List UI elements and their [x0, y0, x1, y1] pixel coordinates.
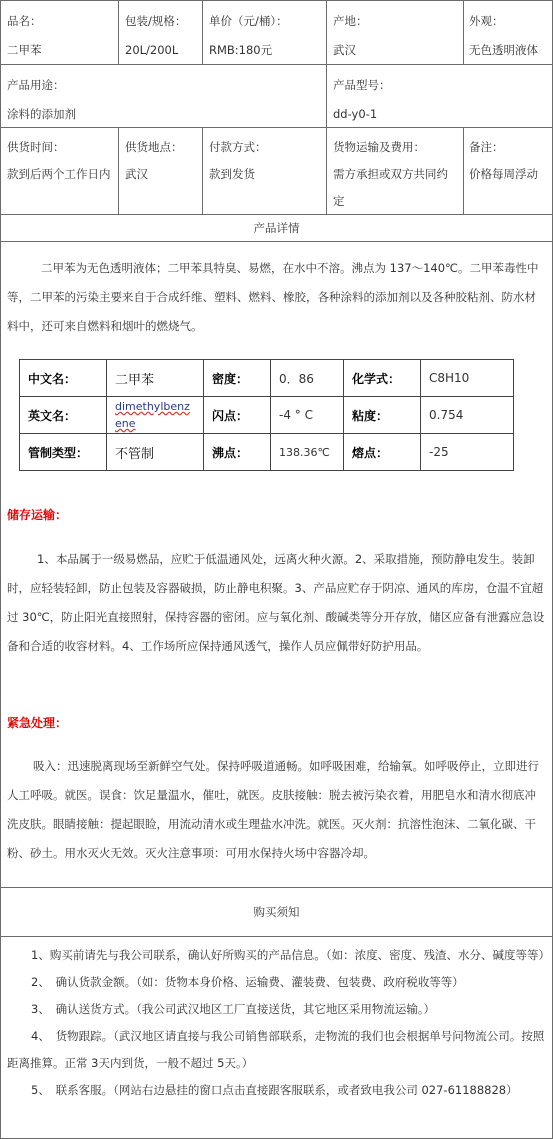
package-value: 20L/200L	[125, 43, 179, 57]
info-row-basic	[1, 1, 552, 65]
payment-value: 款到发货	[209, 167, 255, 181]
intro-paragraph: 二甲苯为无色透明液体；二甲苯具特臭、易燃，在水中不溶。沸点为 137～140℃。二甲苯毒性中等，二甲苯的污染主要来自于合成纤维、塑料、燃料、橡胶，各种涂料的添加剂以及各种胶粘剂、防水材料中，还可来自燃料和烟叶的燃烧气。	[7, 261, 539, 333]
flash-value: -4 ° C	[271, 397, 344, 434]
appearance-value: 无色透明液体	[469, 43, 538, 57]
spec-table	[19, 359, 514, 471]
payment-cell	[203, 128, 327, 214]
emergency-paragraph: 吸入：迅速脱离现场至新鲜空气处。保持呼吸道通畅。如呼吸困难，给输氧。如呼吸停止，立即进行人工呼吸。就医。误食：饮足量温水，催吐，就医。皮肤接触：脱去被污染衣着，用肥皂水和清水彻底冲洗皮肤。眼睛接触：提起眼睑，用流动清水或生理盐水冲洗。就医。灭火剂：抗溶性泡沫、二氧化碳、干粉、砂土。用水灭火无效。灭火注意事项：可用水保持火场中容器冷却。	[7, 759, 539, 860]
name-value: 二甲苯	[7, 43, 42, 57]
shipping-label: 货物运输及费用：	[333, 140, 425, 154]
price-label: 单价（元/桶）：	[209, 14, 288, 28]
control-label: 管制类型：	[20, 434, 107, 471]
emergency-title: 紧急处理：	[7, 716, 68, 730]
payment-label: 付款方式：	[209, 140, 267, 154]
storage-title: 储存运输：	[7, 508, 68, 522]
appearance-label: 外观：	[469, 14, 504, 28]
usage-cell	[1, 65, 327, 127]
supply-time-label: 供货时间：	[7, 140, 65, 154]
remark-label: 备注：	[469, 140, 504, 154]
viscosity-value: 0.754	[421, 397, 514, 434]
purchase-item: 5、 联系客服。（网站右边悬挂的窗口点击直接跟客服联系，或者致电我公司 027-61188828）	[31, 1083, 518, 1097]
melting-value: -25	[421, 434, 514, 471]
melting-label: 熔点：	[344, 434, 421, 471]
boiling-value: 138.36℃	[271, 434, 344, 471]
purchase-notes	[7, 942, 551, 1104]
en-name-label: 英文名：	[20, 397, 107, 434]
usage-label: 产品用途：	[7, 78, 65, 92]
details-section	[1, 242, 552, 888]
formula-label: 化学式：	[344, 360, 421, 397]
boiling-label: 沸点：	[204, 434, 271, 471]
purchase-title: 购买须知	[1, 888, 552, 937]
model-value: dd-y0-1	[333, 107, 378, 121]
supply-time-cell	[1, 128, 119, 214]
model-cell	[327, 65, 552, 127]
origin-value: 武汉	[333, 43, 356, 57]
flash-label: 闪点：	[204, 397, 271, 434]
purchase-item: 2、 确认货款金额。（如：货物本身价格、运输费、灌装费、包装费、政府税收等等）	[31, 975, 464, 989]
purchase-item: 1、购买前请先与我公司联系，确认好所购买的产品信息。（如：浓度、密度、残渣、水分、碱度等等）	[31, 948, 551, 962]
purchase-item: 3、 确认送货方式。（我公司武汉地区工厂直接送货，其它地区采用物流运输。）	[31, 1002, 436, 1016]
purchase-item: 4、 货物跟踪。（武汉地区请直接与我公司销售部联系，走物流的我们也会根据单号问物流公司。按照距离推算。正常 3天内到货，一般不超过 5天。）	[7, 1029, 545, 1070]
spec-row	[20, 397, 514, 434]
remark-cell	[464, 128, 552, 214]
spec-row	[20, 360, 514, 397]
origin-label: 产地：	[333, 14, 368, 28]
cn-name-value: 二甲苯	[107, 360, 204, 397]
details-title: 产品详情	[1, 215, 552, 242]
density-label: 密度：	[204, 360, 271, 397]
spec-row	[20, 434, 514, 471]
name-label: 品名：	[7, 14, 42, 28]
density-value: 0．86	[271, 360, 344, 397]
name-cell	[1, 1, 119, 64]
price-cell	[203, 1, 327, 64]
cn-name-label: 中文名：	[20, 360, 107, 397]
viscosity-label: 粘度：	[344, 397, 421, 434]
info-row-delivery	[1, 128, 552, 215]
package-cell	[119, 1, 203, 64]
info-row-usage	[1, 65, 552, 128]
supply-place-value: 武汉	[125, 167, 148, 181]
control-value: 不管制	[107, 434, 204, 471]
usage-value: 涂料的添加剂	[7, 107, 76, 121]
shipping-cell	[327, 128, 464, 214]
supply-place-cell	[119, 128, 203, 214]
price-value: RMB:180元	[209, 43, 273, 57]
appearance-cell	[464, 1, 552, 64]
shipping-value: 需方承担或双方共同约定	[333, 167, 448, 208]
supply-place-label: 供货地点：	[125, 140, 183, 154]
model-label: 产品型号：	[333, 78, 391, 92]
en-name-value: dimethylbenzene	[115, 400, 190, 430]
origin-cell	[327, 1, 464, 64]
formula-value: C8H10	[421, 360, 514, 397]
storage-paragraph: 1、本品属于一级易燃品，应贮于低温通风处，远离火种火源。2、采取措施，预防静电发生。装卸时，应轻装轻卸，防止包装及容器破损，防止静电积聚。3、产品应贮存于阴凉、通风的库房，仓温不宜超过 30℃，防止阳光直接照射，保持容器的密闭。应与氧化剂、酸碱类等分开存放，储区应备有泄露应急设备和合适的收容材料。4、工作场所应保持通风透气，操作人员应佩带好防护用品。	[7, 552, 545, 653]
package-label: 包装/规格：	[125, 14, 187, 28]
remark-value: 价格每周浮动	[469, 167, 538, 181]
en-name-cell	[107, 397, 204, 434]
supply-time-value: 款到后两个工作日内	[7, 167, 111, 181]
